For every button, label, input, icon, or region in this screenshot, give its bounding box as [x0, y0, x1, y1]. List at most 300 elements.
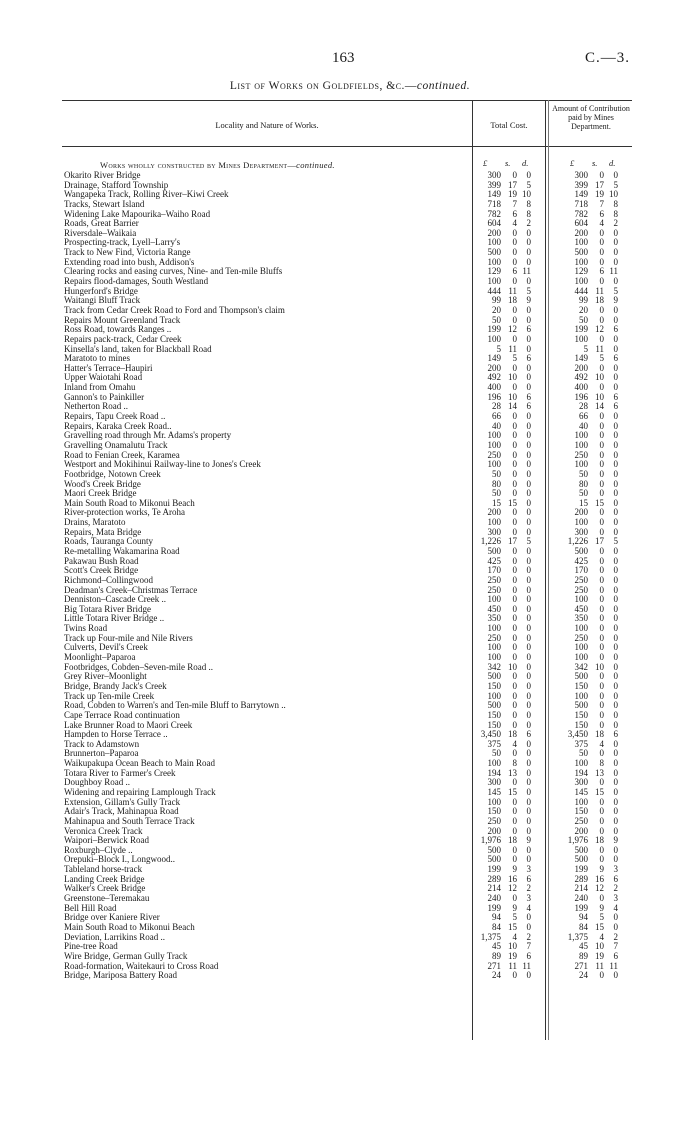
contribution-pounds: 250 [574, 574, 588, 585]
contribution-shillings: 17 [595, 179, 604, 190]
work-name: Waitangi Bluff Track [64, 295, 141, 306]
contribution-shillings: 9 [599, 864, 604, 875]
total-pounds: 200 [487, 227, 501, 238]
contribution-shillings: 10 [595, 391, 604, 402]
total-pence: 0 [526, 411, 531, 422]
contribution-shillings: 0 [599, 652, 604, 663]
total-pounds: 150 [487, 719, 501, 730]
contribution-shillings: 0 [599, 815, 604, 826]
work-name: Lake Brunner Road to Maori Creek [64, 719, 193, 730]
contribution-shillings: 0 [599, 237, 604, 248]
total-pence: 0 [526, 806, 531, 817]
contribution-pounds: 199 [574, 324, 588, 335]
total-pence: 0 [526, 671, 531, 682]
table-row [64, 393, 634, 403]
work-name: Gravelling Onamalutu Track [64, 439, 168, 450]
total-shillings: 9 [512, 902, 517, 913]
total-shillings: 0 [512, 314, 517, 325]
total-shillings: 19 [508, 189, 517, 200]
total-shillings: 4 [512, 931, 517, 942]
contribution-pounds: 500 [574, 247, 588, 258]
contribution-pence: 0 [613, 854, 618, 865]
contribution-pence: 0 [613, 170, 618, 180]
work-name: Drains, Maratoto [64, 517, 126, 528]
total-shillings: 0 [512, 748, 517, 759]
contribution-pence: 6 [613, 950, 618, 961]
contribution-pence: 5 [613, 536, 618, 547]
contribution-shillings: 0 [599, 709, 604, 720]
total-pence: 6 [526, 391, 531, 402]
contribution-pence: 0 [613, 661, 618, 672]
table-row [64, 210, 634, 220]
table-row [64, 663, 634, 673]
total-pounds: 100 [487, 594, 501, 605]
contribution-pounds: 100 [574, 642, 588, 653]
contribution-pounds: 40 [579, 420, 588, 431]
total-shillings: 0 [512, 642, 517, 653]
contribution-pence: 0 [613, 488, 618, 499]
total-shillings: 0 [512, 545, 517, 556]
total-pence: 6 [526, 873, 531, 884]
work-name: Widening Lake Mapourika–Waiho Road [64, 208, 211, 219]
title-text: List of Works on Goldfields, &c.— [229, 80, 417, 92]
work-name: Inland from Omahu [64, 382, 136, 393]
contribution-shillings: 6 [599, 266, 604, 277]
contribution-pence: 0 [613, 507, 618, 518]
section-heading-continued: continued. [296, 160, 335, 170]
work-name: Walker's Creek Bridge [64, 883, 146, 894]
work-name: Repairs flood-damages, South Westland [64, 276, 209, 287]
contribution-pence: 2 [613, 883, 618, 894]
column-header-locality: Locality and Nature of Works. [215, 120, 319, 130]
contribution-shillings: 15 [595, 787, 604, 797]
total-pounds: 100 [487, 642, 501, 653]
table-row [64, 508, 634, 518]
contribution-pence: 0 [613, 700, 618, 711]
contribution-pounds: 200 [574, 825, 588, 836]
work-name: Totara River to Farmer's Creek [64, 767, 176, 778]
total-pence: 0 [526, 488, 531, 499]
total-pounds: 250 [487, 815, 501, 826]
page-number: 163 [332, 50, 355, 66]
total-shillings: 0 [512, 700, 517, 711]
contribution-pounds: 80 [579, 478, 588, 489]
total-pence: 3 [526, 864, 531, 875]
contribution-pence: 8 [613, 198, 618, 209]
total-shillings: 0 [512, 276, 517, 287]
contribution-pence: 0 [613, 690, 618, 701]
work-name: Moonlight–Paparoa [64, 652, 136, 663]
contribution-pounds: 50 [579, 314, 588, 325]
contribution-shillings: 0 [599, 420, 604, 431]
total-pence: 0 [526, 507, 531, 518]
work-name: Hatter's Terrace–Haupiri [64, 362, 153, 373]
table-row [64, 855, 634, 865]
work-name: Ross Road, towards Ranges .. [64, 324, 172, 335]
total-pounds: 1,976 [480, 835, 501, 846]
work-name: Repairs Mount Greenland Track [64, 314, 181, 325]
total-pence: 0 [526, 517, 531, 528]
contribution-pence: 0 [613, 603, 618, 614]
table-row [64, 190, 634, 200]
total-pence: 0 [526, 304, 531, 315]
total-shillings: 15 [508, 497, 517, 508]
contribution-pence: 0 [613, 594, 618, 605]
total-pounds: 250 [487, 449, 501, 460]
total-pence: 0 [526, 796, 531, 807]
contribution-pounds: 1,375 [567, 931, 588, 942]
total-pounds: 194 [487, 767, 501, 778]
contribution-pence: 6 [613, 729, 618, 740]
work-name: Footbridges, Cobden–Seven-mile Road .. [64, 661, 213, 672]
total-shillings: 0 [512, 170, 517, 180]
total-shillings: 0 [512, 304, 517, 315]
contribution-shillings: 0 [599, 603, 604, 614]
total-pence: 0 [526, 276, 531, 287]
total-pence: 2 [526, 931, 531, 942]
total-pounds: 150 [487, 680, 501, 691]
contribution-pounds: 194 [574, 767, 588, 778]
contribution-pence: 0 [613, 652, 618, 663]
contribution-pounds: 50 [579, 468, 588, 479]
table-row [64, 634, 634, 644]
table-row [64, 643, 634, 653]
total-pounds: 500 [487, 700, 501, 711]
contribution-pounds: 100 [574, 623, 588, 634]
contribution-pence: 0 [613, 738, 618, 749]
work-name: Bridge, Brandy Jack's Creek [64, 680, 167, 691]
contribution-shillings: 0 [599, 613, 604, 624]
contribution-pence: 0 [613, 912, 618, 923]
contribution-pounds: 196 [574, 391, 588, 402]
total-pence: 0 [526, 439, 531, 450]
contribution-pounds: 100 [574, 690, 588, 701]
contribution-pence: 0 [613, 921, 618, 932]
total-shillings: 0 [512, 439, 517, 450]
total-pence: 6 [526, 950, 531, 961]
total-pounds: 271 [487, 960, 501, 971]
table-row [64, 277, 634, 287]
total-pence: 5 [526, 536, 531, 547]
contribution-pounds: 250 [574, 584, 588, 595]
contribution-pounds: 300 [574, 777, 588, 788]
unit-pounds-1: £ [483, 158, 488, 168]
total-shillings: 0 [512, 806, 517, 817]
contribution-pounds: 45 [579, 941, 588, 952]
contribution-pounds: 604 [574, 218, 588, 229]
work-name: Repairs, Tapu Creek Road .. [64, 411, 166, 422]
contribution-pence: 5 [613, 285, 618, 296]
total-pence: 0 [526, 815, 531, 826]
work-name: Scott's Creek Bridge [64, 565, 139, 576]
total-pence: 0 [526, 844, 531, 855]
contribution-shillings: 0 [599, 594, 604, 605]
total-pence: 0 [526, 170, 531, 180]
contribution-pence: 6 [613, 324, 618, 335]
contribution-pence: 11 [609, 960, 618, 971]
contribution-pounds: 500 [574, 671, 588, 682]
total-pence: 0 [526, 468, 531, 479]
total-shillings: 0 [512, 970, 517, 981]
total-shillings: 4 [512, 218, 517, 229]
total-pence: 0 [526, 709, 531, 720]
work-name: Waipori–Berwick Road [64, 835, 150, 846]
total-shillings: 0 [512, 411, 517, 422]
contribution-pounds: 718 [574, 198, 588, 209]
contribution-shillings: 0 [599, 526, 604, 537]
total-pounds: 5 [496, 343, 501, 354]
contribution-shillings: 0 [599, 825, 604, 836]
total-pounds: 170 [487, 565, 501, 576]
contribution-pence: 6 [613, 391, 618, 402]
contribution-shillings: 0 [599, 796, 604, 807]
total-shillings: 0 [512, 333, 517, 344]
contribution-shillings: 0 [599, 893, 604, 904]
work-name: Brunnerton–Paparoa [64, 748, 139, 759]
contribution-pounds: 342 [574, 661, 588, 672]
contribution-pounds: 100 [574, 256, 588, 267]
contribution-pounds: 500 [574, 700, 588, 711]
total-pence: 6 [526, 729, 531, 740]
work-name: Main South Road to Mikonui Beach [64, 921, 195, 932]
contribution-shillings: 4 [599, 218, 604, 229]
contribution-shillings: 18 [595, 835, 604, 846]
table-row [64, 470, 634, 480]
contribution-shillings: 15 [595, 497, 604, 508]
total-shillings: 0 [512, 478, 517, 489]
total-shillings: 0 [512, 709, 517, 720]
work-name: Roads, Great Barrier [64, 218, 139, 229]
contribution-pounds: 250 [574, 815, 588, 826]
contribution-pence: 4 [613, 902, 618, 913]
work-name: Road, Cobden to Warren's and Ten-mile Bluff to Barrytown .. [64, 700, 286, 711]
total-pence: 0 [526, 690, 531, 701]
contribution-shillings: 11 [595, 960, 604, 971]
total-pounds: 50 [492, 314, 501, 325]
total-shillings: 0 [512, 671, 517, 682]
contribution-pence: 9 [613, 835, 618, 846]
total-pounds: 200 [487, 825, 501, 836]
total-pounds: 129 [487, 266, 501, 277]
contribution-shillings: 5 [599, 353, 604, 364]
total-pence: 0 [526, 420, 531, 431]
total-shillings: 0 [512, 247, 517, 258]
contribution-shillings: 0 [599, 449, 604, 460]
table-row [64, 219, 634, 229]
contribution-pence: 0 [613, 748, 618, 759]
contribution-pence: 2 [613, 931, 618, 942]
contribution-pence: 0 [613, 382, 618, 393]
contribution-shillings: 10 [595, 941, 604, 952]
contribution-pence: 0 [613, 970, 618, 981]
total-pence: 0 [526, 613, 531, 624]
contribution-pence: 7 [613, 941, 618, 952]
contribution-pounds: 500 [574, 844, 588, 855]
section-heading [100, 160, 335, 170]
work-name: Repairs pack-track, Cedar Creek [64, 333, 182, 344]
contribution-pence: 0 [613, 632, 618, 643]
contribution-pence: 0 [613, 478, 618, 489]
contribution-shillings: 8 [599, 758, 604, 769]
contribution-pounds: 199 [574, 864, 588, 875]
contribution-pounds: 150 [574, 680, 588, 691]
total-shillings: 0 [512, 526, 517, 537]
contribution-pence: 0 [613, 709, 618, 720]
contribution-shillings: 0 [599, 314, 604, 325]
contribution-shillings: 9 [599, 902, 604, 913]
work-name: Landing Creek Bridge [64, 873, 145, 884]
total-pounds: 100 [487, 690, 501, 701]
total-pounds: 40 [492, 420, 501, 431]
contribution-shillings: 0 [599, 459, 604, 470]
contribution-pounds: 199 [574, 902, 588, 913]
total-pounds: 500 [487, 671, 501, 682]
total-pounds: 214 [487, 883, 501, 894]
total-pounds: 100 [487, 623, 501, 634]
total-shillings: 5 [512, 353, 517, 364]
total-shillings: 9 [512, 864, 517, 875]
total-pounds: 145 [487, 787, 501, 797]
works-table [64, 171, 634, 981]
contribution-pence: 0 [613, 777, 618, 788]
total-pence: 0 [526, 921, 531, 932]
total-pounds: 289 [487, 873, 501, 884]
contribution-pence: 0 [613, 642, 618, 653]
total-pounds: 100 [487, 758, 501, 769]
contribution-pounds: 375 [574, 738, 588, 749]
total-pounds: 500 [487, 247, 501, 258]
work-name: Maori Creek Bridge [64, 488, 137, 499]
total-pence: 0 [526, 719, 531, 730]
unit-pence-2: d. [609, 158, 616, 168]
total-shillings: 13 [508, 767, 517, 778]
contribution-pounds: 289 [574, 873, 588, 884]
total-shillings: 10 [508, 941, 517, 952]
table-row [64, 740, 634, 750]
table-header-rule [62, 146, 632, 147]
contribution-pounds: 500 [574, 854, 588, 865]
work-name: Okarito River Bridge [64, 170, 141, 180]
work-name: Clearing rocks and easing curves, Nine- and Ten-mile Bluffs [64, 266, 283, 277]
contribution-pence: 0 [613, 276, 618, 287]
total-pounds: 492 [487, 372, 501, 383]
contribution-shillings: 0 [599, 256, 604, 267]
work-name: Netherton Road .. [64, 401, 128, 412]
total-pence: 0 [526, 333, 531, 344]
contribution-pence: 0 [613, 439, 618, 450]
contribution-pence: 0 [613, 314, 618, 325]
total-pounds: 200 [487, 507, 501, 518]
total-pounds: 199 [487, 324, 501, 335]
contribution-shillings: 0 [599, 276, 604, 287]
total-pence: 7 [526, 941, 531, 952]
contribution-shillings: 5 [599, 912, 604, 923]
work-name: Little Totara River Bridge .. [64, 613, 165, 624]
contribution-pence: 0 [613, 806, 618, 817]
contribution-pounds: 66 [579, 411, 588, 422]
contribution-pence: 0 [613, 565, 618, 576]
work-name: Roxburgh–Clyde .. [64, 844, 133, 855]
contribution-pence: 0 [613, 411, 618, 422]
total-shillings: 0 [512, 594, 517, 605]
total-pounds: 50 [492, 488, 501, 499]
total-pounds: 20 [492, 304, 501, 315]
total-pounds: 15 [492, 497, 501, 508]
contribution-pence: 0 [613, 372, 618, 383]
total-pounds: 100 [487, 517, 501, 528]
total-pence: 0 [526, 449, 531, 460]
total-shillings: 0 [512, 449, 517, 460]
contribution-pounds: 444 [574, 285, 588, 296]
contribution-shillings: 18 [595, 729, 604, 740]
total-pounds: 1,375 [480, 931, 501, 942]
contribution-pence: 0 [613, 459, 618, 470]
contribution-shillings: 4 [599, 931, 604, 942]
total-shillings: 12 [508, 324, 517, 335]
work-name: Denniston–Cascade Creek .. [64, 594, 166, 605]
contribution-pence: 0 [613, 613, 618, 624]
contribution-shillings: 0 [599, 555, 604, 566]
contribution-pence: 0 [613, 787, 618, 797]
total-shillings: 0 [512, 854, 517, 865]
contribution-shillings: 0 [599, 565, 604, 576]
total-shillings: 0 [512, 574, 517, 585]
contribution-shillings: 4 [599, 738, 604, 749]
work-name: Wangapeka Track, Rolling River–Kiwi Creek [64, 189, 229, 200]
work-name: Track up Four-mile and Nile Rivers [64, 632, 193, 643]
work-name: Adair's Track, Mahinapua Road [64, 806, 179, 817]
table-row [64, 827, 634, 837]
page-reference: C.—3. [584, 50, 630, 66]
total-pence: 0 [526, 912, 531, 923]
work-name: Greenstone–Teremakau [64, 893, 150, 904]
contribution-pence: 0 [613, 449, 618, 460]
contribution-pounds: 100 [574, 430, 588, 441]
total-shillings: 0 [512, 815, 517, 826]
contribution-pounds: 149 [574, 353, 588, 364]
work-name: Footbridge, Notown Creek [64, 468, 161, 479]
total-pounds: 400 [487, 382, 501, 393]
contribution-pence: 0 [613, 555, 618, 566]
contribution-pounds: 15 [579, 497, 588, 508]
contribution-shillings: 19 [595, 950, 604, 961]
total-pence: 0 [526, 247, 531, 258]
total-pence: 0 [526, 661, 531, 672]
work-name: Orepuki–Block I., Longwood.. [64, 854, 175, 865]
contribution-pounds: 50 [579, 748, 588, 759]
total-shillings: 12 [508, 883, 517, 894]
work-name: Cape Terrace Road continuation [64, 709, 180, 720]
total-pounds: 84 [492, 921, 501, 932]
table-row [64, 817, 634, 827]
contribution-pounds: 240 [574, 893, 588, 904]
work-name: Kinsella's land, taken for Blackball Road [64, 343, 212, 354]
total-pence: 0 [526, 478, 531, 489]
work-name: Richmond–Collingwood [64, 574, 154, 585]
total-pounds: 450 [487, 603, 501, 614]
contribution-pounds: 399 [574, 179, 588, 190]
total-pence: 5 [526, 179, 531, 190]
total-pence: 5 [526, 285, 531, 296]
contribution-pounds: 145 [574, 787, 588, 797]
work-name: Culverts, Devil's Creek [64, 642, 148, 653]
total-pence: 2 [526, 218, 531, 229]
total-shillings: 17 [508, 536, 517, 547]
total-shillings: 0 [512, 777, 517, 788]
contribution-shillings: 0 [599, 690, 604, 701]
total-shillings: 0 [512, 382, 517, 393]
total-pounds: 149 [487, 189, 501, 200]
